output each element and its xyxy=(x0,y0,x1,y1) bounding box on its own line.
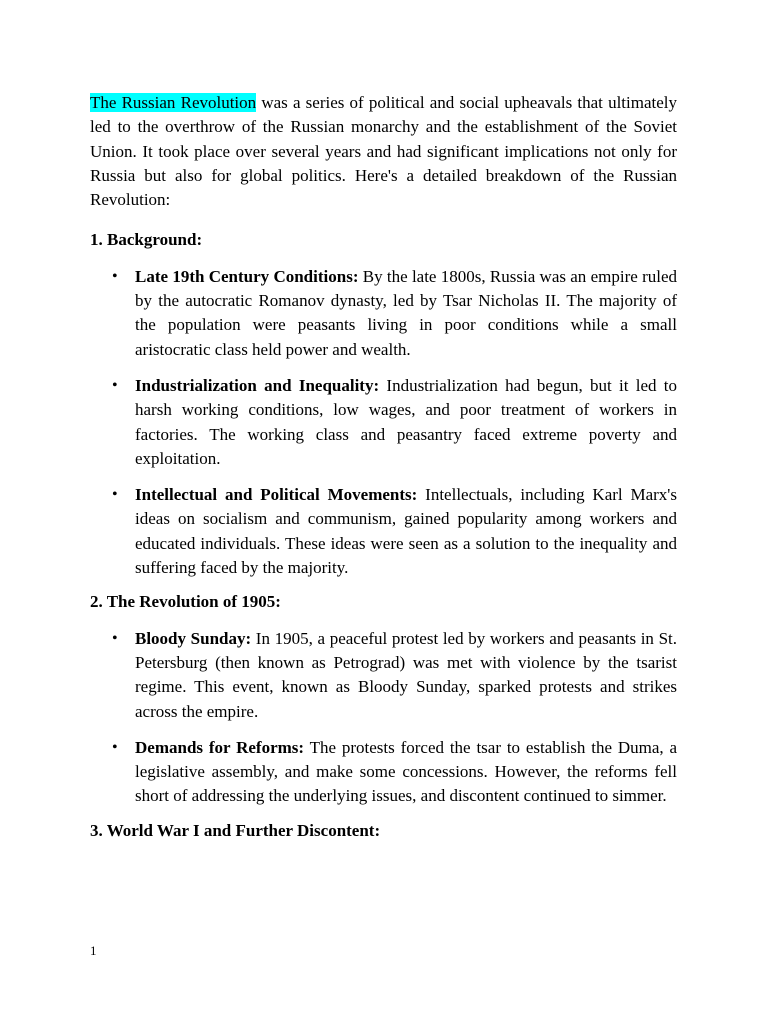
bullet-icon: • xyxy=(112,629,118,647)
bullet-icon: • xyxy=(112,738,118,756)
list-item xyxy=(112,265,677,362)
bullet-icon: • xyxy=(112,267,118,285)
list-item xyxy=(112,483,677,580)
item-title: Late 19th Century Conditions: xyxy=(135,266,359,286)
bullet-icon: • xyxy=(112,376,118,394)
item-title: Bloody Sunday: xyxy=(135,628,252,648)
item-title: Industrialization and Inequality: xyxy=(135,375,380,395)
item-text: Intellectuals, including Karl Marx's ideas on socialism and communism, gained popularity among workers and educated individuals. These ideas were seen as a solution to the inequality and suffering faced by the majority. xyxy=(135,485,677,578)
list-item xyxy=(112,627,678,724)
intro-paragraph xyxy=(90,91,677,212)
bullet-icon: • xyxy=(112,486,118,504)
item-text: By the late 1800s, Russia was an empire ruled by the autocratic Romanov dynasty, led by Tsar Nicholas II. The majority of the population were peasants living in poor conditions while a small aristocratic class held power and wealth. xyxy=(135,266,677,359)
item-title: Intellectual and Political Movements: xyxy=(135,485,418,505)
list-item xyxy=(112,374,677,471)
section-heading-revolution-1905: 2. The Revolution of 1905: xyxy=(90,592,281,612)
item-title: Demands for Reforms: xyxy=(135,737,305,757)
revolution-1905-list xyxy=(90,627,677,809)
item-text: Industrialization had begun, but it led to harsh working conditions, low wages, and poor treatment of workers in factories. The working class and peasantry faced extreme poverty and exploitation. xyxy=(135,375,677,468)
document-body xyxy=(90,91,677,855)
intro-text: was a series of political and social upheavals that ultimately led to the overthrow of the Russian monarchy and the establishment of the Soviet Union. It took place over several years and had significant implications not only for Russia but also for global politics. Here's a detailed breakdown of the Russian Revolution: xyxy=(90,93,678,210)
background-list xyxy=(90,265,677,581)
item-text: The protests forced the tsar to establish the Duma, a legislative assembly, and make some concessions. However, the reforms fell short of addressing the underlying issues, and discontent continued to simmer. xyxy=(135,737,678,806)
highlighted-phrase: The Russian Revolution xyxy=(90,93,257,112)
list-item xyxy=(112,736,678,809)
section-heading-background: 1. Background: xyxy=(90,230,203,250)
section-heading-world-war-one: 3. World War I and Further Discontent: xyxy=(90,820,381,840)
item-text: In 1905, a peaceful protest led by workers and peasants in St. Petersburg (then known as Petrograd) was met with violence by the tsarist regime. This event, known as Bloody Sunday, sparked protests and strikes across the empire. xyxy=(135,628,678,721)
page-number: 1 xyxy=(90,943,97,958)
